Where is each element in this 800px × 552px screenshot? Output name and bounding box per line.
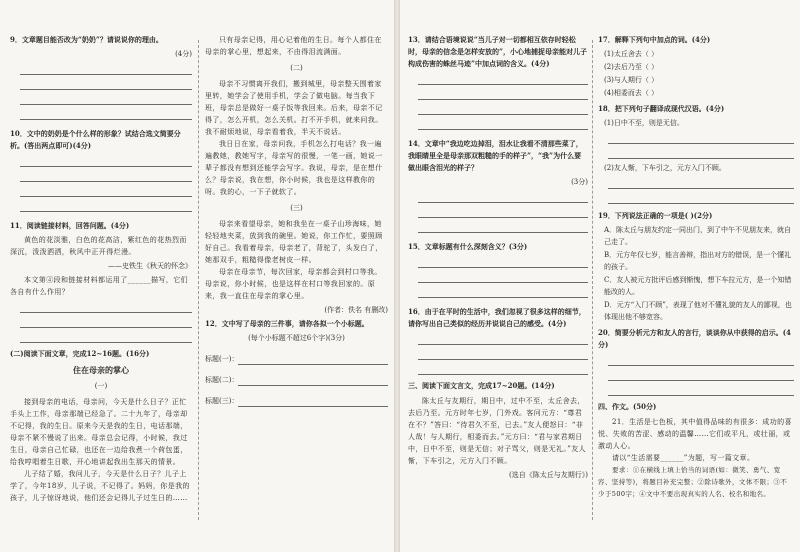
answer-line[interactable] (20, 78, 192, 90)
answer-line[interactable] (20, 301, 192, 313)
title-label: 标题(二)： (205, 376, 239, 384)
q19-option-a[interactable]: A．陈太丘与朋友约定一同出门，到了中午不见朋友来，就自己走了。 (604, 226, 792, 246)
answer-line[interactable] (608, 132, 794, 144)
article-paragraph: 儿子结了婚，我问儿子，今天是什么日子？儿子上学了，今年18岁，儿子说，不记得了。妈妈，你是我的孩子，儿子惊讶地说，他们还会记得儿子过生日的…… (10, 470, 190, 502)
article-paragraph: 母亲在母亲节，每次回家，母亲都会到村口等我。母亲说，你小时候，也是这样在村口等我回家的。原来，我一直住在母亲的掌心里。 (205, 268, 382, 300)
answer-line[interactable] (418, 88, 588, 100)
question-11: 11．阅读链接材料，回答问题。(4分) (10, 221, 130, 230)
q19-option-b[interactable]: B．元方年仅七岁，能言善辩，指出对方的错误，是一个懂礼的孩子。 (604, 251, 792, 271)
question-20: 20．简要分析元方和友人的言行，谈谈你从中获得的启示。(4分) (598, 328, 791, 349)
title-input-line[interactable] (238, 353, 388, 365)
question-11-ask: 本文第④段和链接材料都运用了______描写，它们各自有什么作用？ (10, 276, 188, 296)
title-input-line[interactable] (238, 374, 388, 386)
question-18: 18．把下列句子翻译成现代汉语。(4分) (598, 104, 725, 113)
question-12: 12．文中写了母亲的三件事，请你各拟一个小标题。 (205, 319, 369, 328)
answer-line[interactable] (418, 348, 588, 360)
answer-line[interactable] (608, 354, 794, 366)
answer-line[interactable] (20, 316, 192, 328)
answer-line[interactable] (608, 192, 794, 204)
column-3 (408, 34, 588, 483)
answer-line[interactable] (418, 73, 588, 85)
q17-item[interactable]: (1)太丘舍去（ ） (604, 50, 659, 58)
column-divider (198, 40, 199, 520)
column-4 (598, 34, 794, 500)
part-3-heading: (三) (290, 204, 303, 212)
answer-line[interactable] (608, 177, 794, 189)
section-4-heading: 四、作文。(50分) (598, 402, 657, 411)
title-row (205, 350, 388, 365)
answer-line[interactable] (20, 331, 192, 343)
article-title: 住在母亲的掌心 (73, 365, 129, 375)
answer-line[interactable] (418, 256, 588, 268)
answer-line[interactable] (20, 155, 192, 167)
q17-item[interactable]: (4)相委而去（ ） (604, 89, 659, 97)
q19-option-d[interactable]: D．元方“入门不顾”，表现了他对不懂礼貌的友人的鄙视，也体现出他不够宽容。 (604, 301, 792, 321)
answer-line[interactable] (20, 185, 192, 197)
answer-line[interactable] (418, 191, 588, 203)
article-paragraph: 接到母亲的电话，母亲问，今天是什么日子？正忙手头上工作，母亲那端已经急了。二十九年了，母亲却不记得，我的生日。原来今天是我的生日，电话那端，母亲不紧不慢说了出来。母亲总会记得，小时候，我过生日，母亲自己忙碌，也还在一边给我煮一个荷包蛋，给我哼唱着生日歌，开心地讲起我出生那天的情景。 (10, 398, 188, 466)
question-15: 15．文章标题有什么深刻含义？(3分) (408, 242, 528, 251)
answer-line[interactable] (20, 93, 192, 105)
q17-item[interactable]: (2)去后乃至（ ） (604, 63, 659, 71)
answer-line[interactable] (418, 271, 588, 283)
title-row (205, 392, 388, 407)
question-21-requirements: 要求：①在横线上填上恰当的词语(如：微笑、勇气、宽容、坚持等)，将题目补充完整；②除诗歌外，文体不限；③不少于500字；④文中不要出现真实的人名、校名和地名。 (598, 466, 788, 498)
column-1 (10, 34, 192, 504)
answer-line[interactable] (418, 118, 588, 130)
answer-line[interactable] (20, 170, 192, 182)
answer-line[interactable] (418, 206, 588, 218)
question-9-score: (4分) (175, 50, 192, 58)
answer-line[interactable] (418, 286, 588, 298)
classical-text: 陈太丘与友期行，期日中，过中不至，太丘舍去，去后乃至。元方时年七岁，门外戏。客问元方：“尊君在不？”答曰：“待君久不至，已去。”友人便怒曰：“非人哉！与人期行，相委而去。”元方曰：“君与家君期日中，日中不至，则是无信；对子骂父，则是无礼。”友人惭，下车引之，元方入门不顾。 (408, 397, 587, 465)
classical-source: (选自《陈太丘与友期行》) (509, 471, 588, 479)
part-1-heading: (一) (94, 382, 108, 390)
q18-sentence: (2)友人惭，下车引之，元方入门不顾。 (604, 164, 726, 172)
question-9: 9．文章题目能否改为“奶奶”？请说说你的理由。 (10, 35, 163, 44)
article-source: (作者：佚名 有删改) (324, 306, 388, 314)
answer-line[interactable] (20, 200, 192, 212)
q19-option-c[interactable]: C．友人被元方批评后感到惭愧，想下车拉元方，是一个知错能改的人。 (604, 276, 792, 296)
question-16: 16．由于在平时的生活中，我们忽视了很多这样的细节，请你写出自己类似的经历并说说自己的感受。(4分) (408, 307, 586, 328)
question-17: 17．解释下列句中加点的词。(4分) (598, 35, 711, 44)
column-divider (592, 40, 593, 520)
answer-line[interactable] (608, 369, 794, 381)
article-paragraph: 母亲来看望母亲，她和我坐在一桌子山珍海味，她轻轻地夹菜，放到我的碗里。她说，你工作忙，要照顾好自己。我看着母亲，母亲老了，背驼了，头发白了，她那双手，粗糙得像老树皮一样。 (205, 220, 383, 264)
answer-line[interactable] (608, 384, 794, 396)
title-label: 标题(三)： (205, 397, 239, 405)
answer-line[interactable] (20, 108, 192, 120)
answer-line[interactable] (418, 333, 588, 345)
link-material: 黄色的花淡雅，白色的花高洁，紫红色的花热烈而深沉，泼泼洒洒，秋风中正开得烂漫。 (10, 236, 187, 256)
link-source: ——史铁生《秋天的怀念》 (108, 262, 192, 270)
answer-line[interactable] (20, 63, 192, 75)
question-21: 21．生活是七色板，其中值得品味的有很多：成功的喜悦、失败的苦涩、感动的温馨……它们或平凡，或壮丽，或激动人心。 (598, 418, 792, 450)
question-21-ask: 请以“生活需要______”为题，写一篇文章。 (612, 454, 755, 462)
title-input-line[interactable] (238, 395, 388, 407)
article-paragraph: 我日日在家，母亲问我，手机怎么打电话？我一遍遍教她，教她写字，母亲写的很慢，一笔一画，她说一辈子都没有想到还能学会写字。我说，母亲，是在想什么？母亲说，我在想，你小时候，我也是这样教你的呀。我的心，一下子就软了。 (205, 140, 383, 196)
answer-line[interactable] (418, 363, 588, 375)
column-2 (205, 34, 388, 407)
answer-line[interactable] (418, 221, 588, 233)
part-2-heading: (二) (290, 64, 303, 72)
article-paragraph: 只有母亲记得，用心记着他的生日。每个人都住在母亲的掌心里，想起来，不由得泪流满面。 (205, 36, 382, 56)
question-10: 10．文中的奶奶是个什么样的形象？试结合选文简要分析。(答出两点即可)(4分) (10, 129, 181, 150)
question-12-note: (每个小标题不超过6个字)(3分) (248, 334, 345, 342)
question-14-score: (3分) (571, 178, 588, 186)
q17-item[interactable]: (3)与人期行（ ） (604, 76, 659, 84)
section-2-heading: (二)阅读下面文章，完成12~16题。(16分) (10, 349, 150, 358)
question-14: 14．文章中“我边吃边掉泪，泪水让我看不清那些菜了，我眼睛里全是母亲那双粗糙的手的样子”，“我”为什么要做出眼含泪光的样子？ (408, 139, 583, 172)
section-3-heading: 三、阅读下面文言文，完成17~20题。(14分) (408, 381, 555, 390)
title-label: 标题(一)： (205, 355, 239, 363)
question-19: 19．下列说法正确的一项是( )(2分) (598, 211, 713, 220)
article-paragraph: 母亲不习惯离开我们，搬到城里，母亲整天围着家里转，她学会了使用手机，学会了做电脑。每当我下班，母亲总是做好一桌子饭等我回来。后来，母亲不记得了，怎么开机，怎么关机。打不开手机，就来问我。我不耐烦地说，母亲看着我，半天不说话。 (205, 80, 383, 136)
question-13: 13．请结合语境说说“当儿子对一切都相互依存时轻松时，母亲的信念是怎样安放的”，小心地捕捉母亲能对儿子构成伤害的蛛丝马迹”中加点词的含义。(4分) (408, 35, 588, 68)
answer-line[interactable] (418, 103, 588, 115)
answer-line[interactable] (608, 147, 794, 159)
q18-sentence: (1)日中不至，则是无信。 (604, 119, 684, 127)
title-row (205, 371, 388, 386)
